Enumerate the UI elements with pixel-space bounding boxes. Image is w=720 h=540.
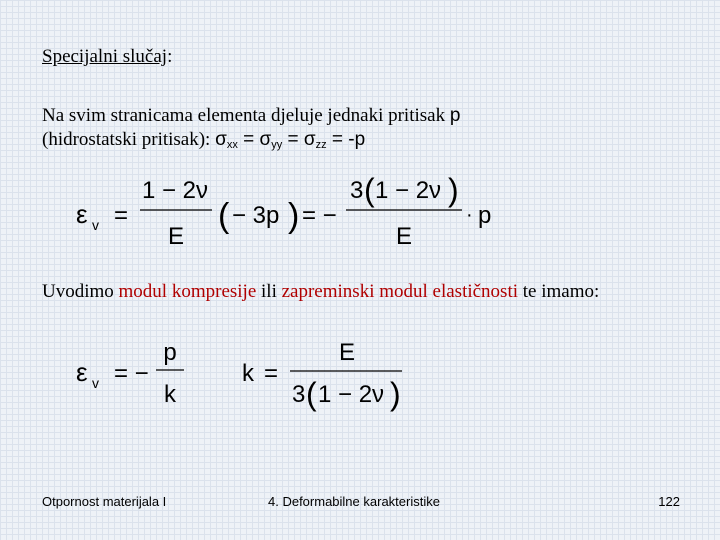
eq2-sub-v: v xyxy=(92,375,99,391)
eq2-epsilon: ε xyxy=(76,357,88,387)
slide-title-colon: : xyxy=(167,46,173,67)
sigma-xx: σ xyxy=(215,129,227,150)
eq3-equals: = xyxy=(264,360,279,387)
eq3-den-paren-open: ( xyxy=(306,376,317,412)
eq1-denominator: E xyxy=(167,223,185,250)
paragraph-modulus xyxy=(42,280,682,304)
equation-bulk-modulus xyxy=(236,336,416,412)
eq1-denominator-2: E xyxy=(395,223,413,250)
eq1-equals: = xyxy=(114,202,129,229)
footer-course: Otpornost materijala I xyxy=(42,494,167,509)
equation-strain-pressure xyxy=(70,338,210,410)
sigma-zz: σ xyxy=(303,129,316,150)
eq1-dot: · xyxy=(466,204,473,226)
slide-title xyxy=(42,46,172,68)
eq2-numerator: p xyxy=(163,339,177,366)
eq3-den-body: 1 − 2ν xyxy=(318,381,385,408)
eq1-paren-open: ( xyxy=(218,197,230,235)
eq1-equals-minus: = − xyxy=(302,202,337,229)
term-bulk-modulus: modul kompresije xyxy=(118,281,257,302)
paragraph-line2: (hidrostatski pritisak): xyxy=(42,129,211,150)
paragraph-hydrostatic xyxy=(42,104,682,157)
eq1-num2-body: 1 − 2ν xyxy=(375,177,442,204)
sigma-zz-sub: zz xyxy=(315,139,327,151)
equals-1: = xyxy=(237,129,260,150)
eq3-den-three: 3 xyxy=(292,381,306,408)
sigma-yy-sub: yy xyxy=(271,139,283,151)
eq1-numerator: 1 − 2ν xyxy=(141,177,209,204)
eq2-denominator: k xyxy=(164,381,176,408)
equals-2: = xyxy=(282,129,304,150)
eq1-mid: − 3p xyxy=(232,202,280,229)
eq2-equals-minus: = − xyxy=(114,360,149,387)
footer-page-number: 122 xyxy=(658,494,680,509)
eq1-num2-three: 3 xyxy=(350,177,364,204)
eq1-paren-close: ) xyxy=(288,197,300,235)
equation-volumetric-strain xyxy=(70,168,510,252)
paragraph2-end: te imamo: xyxy=(518,281,600,302)
pressure-variable: p xyxy=(449,105,461,126)
eq3-k: k xyxy=(242,360,254,387)
paragraph2-start: Uvodimo xyxy=(42,281,119,302)
slide-title-text: Specijalni slučaj xyxy=(42,46,168,67)
eq1-sub-v: v xyxy=(92,217,99,233)
term-volumetric-modulus: zapreminski modul elastičnosti xyxy=(281,281,519,302)
footer-chapter: 4. Deformabilne karakteristike xyxy=(268,494,440,509)
sigma-yy: σ xyxy=(259,129,272,150)
eq1-p: p xyxy=(478,202,492,229)
sigma-xx-sub: xx xyxy=(226,139,238,151)
eq3-numerator: E xyxy=(338,339,356,366)
paragraph-line1: Na svim stranicama elementa djeluje jednaki pritisak xyxy=(42,105,446,126)
eq1-epsilon: ε xyxy=(76,199,88,229)
paragraph2-mid: ili xyxy=(256,281,282,302)
eq1-num2-paren-open: ( xyxy=(364,172,375,208)
equals-minus-p: = -p xyxy=(326,129,366,150)
eq3-den-paren-close: ) xyxy=(390,376,401,412)
eq1-num2-paren-close: ) xyxy=(448,172,459,208)
